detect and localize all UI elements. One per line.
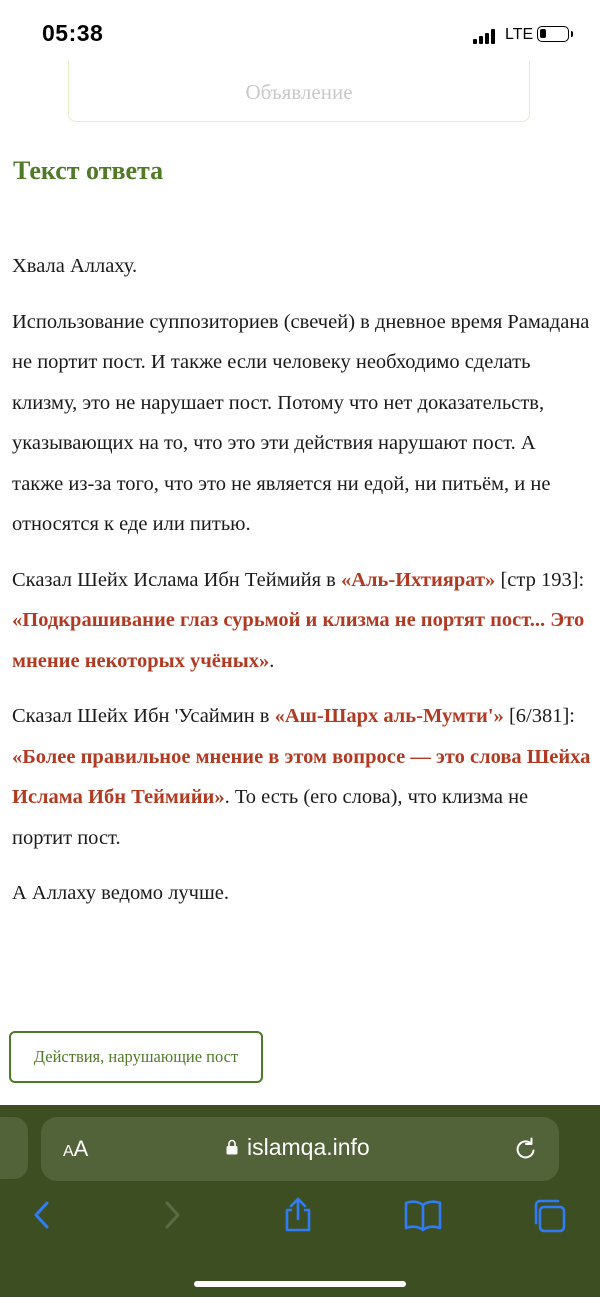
reload-icon[interactable] — [513, 1136, 539, 1162]
bookmarks-icon[interactable] — [403, 1195, 443, 1235]
page-reference: [стр 193]: — [495, 568, 585, 591]
ibn-taymiyya-paragraph — [12, 560, 592, 682]
previous-tab-pill[interactable] — [0, 1117, 28, 1179]
cellular-signal-icon — [473, 28, 499, 44]
quote-text: «Более правильное мнение в этом вопросе — это слова Шейха Ислама Ибн Теймийи» — [12, 745, 591, 808]
book-title: «Аль-Ихтиярат» — [340, 568, 496, 591]
book-title: «Аш-Шарх аль-Мумти'» — [274, 705, 504, 727]
quote-intro: Сказал Шейх Ибн 'Усаймин в — [12, 705, 275, 727]
battery-icon — [537, 26, 569, 42]
back-icon[interactable] — [22, 1195, 62, 1235]
answer-content — [12, 246, 592, 929]
greeting-paragraph: Хвала Аллаху. — [12, 255, 138, 277]
home-indicator — [194, 1281, 406, 1287]
page-reference: [6/381]: — [503, 705, 575, 727]
quote-text: «Подкрашивание глаз сурьмой и клизма не портят пост... Это мнение некоторых учёных» — [12, 609, 585, 672]
network-type: LTE — [505, 26, 534, 43]
advertisement-box[interactable] — [68, 60, 530, 122]
tag-fast-breakers-button[interactable]: Действия, нарушающие пост — [9, 1031, 263, 1083]
forward-icon[interactable] — [152, 1195, 192, 1235]
tabs-icon[interactable] — [530, 1195, 570, 1235]
advertisement-label: Объявление — [245, 80, 353, 104]
quote-intro: Сказал Шейх Ислама Ибн Теймийя в — [12, 568, 341, 591]
lock-icon — [226, 1139, 238, 1155]
battery-tip — [571, 31, 573, 37]
status-time: 05:38 — [42, 20, 104, 46]
ibn-uthaymin-paragraph — [12, 696, 592, 858]
quote-end: . То есть (его слова), что клизма не портит пост. — [12, 786, 529, 849]
answer-title: Текст ответа — [13, 156, 164, 185]
reader-settings-button[interactable]: AA — [63, 1136, 89, 1161]
ruling-paragraph: Использование суппозиториев (свечей) в дневное время Рамадана не портит пост. И также если человеку необходимо сделать клизму, это не нарушает пост. Потому что нет доказательств, указывающих на то, что это эти действия нарушают пост. А также из-за того, что это не является ни едой, ни питьём, и не относятся к еде или питью. — [12, 310, 590, 535]
closing-paragraph: А Аллаху ведомо лучше. — [12, 882, 229, 904]
browser-toolbar — [0, 1105, 600, 1297]
share-icon[interactable] — [278, 1195, 318, 1235]
address-bar[interactable] — [41, 1117, 559, 1181]
quote-end: . — [269, 649, 275, 672]
url-text: islamqa.info — [247, 1134, 370, 1160]
